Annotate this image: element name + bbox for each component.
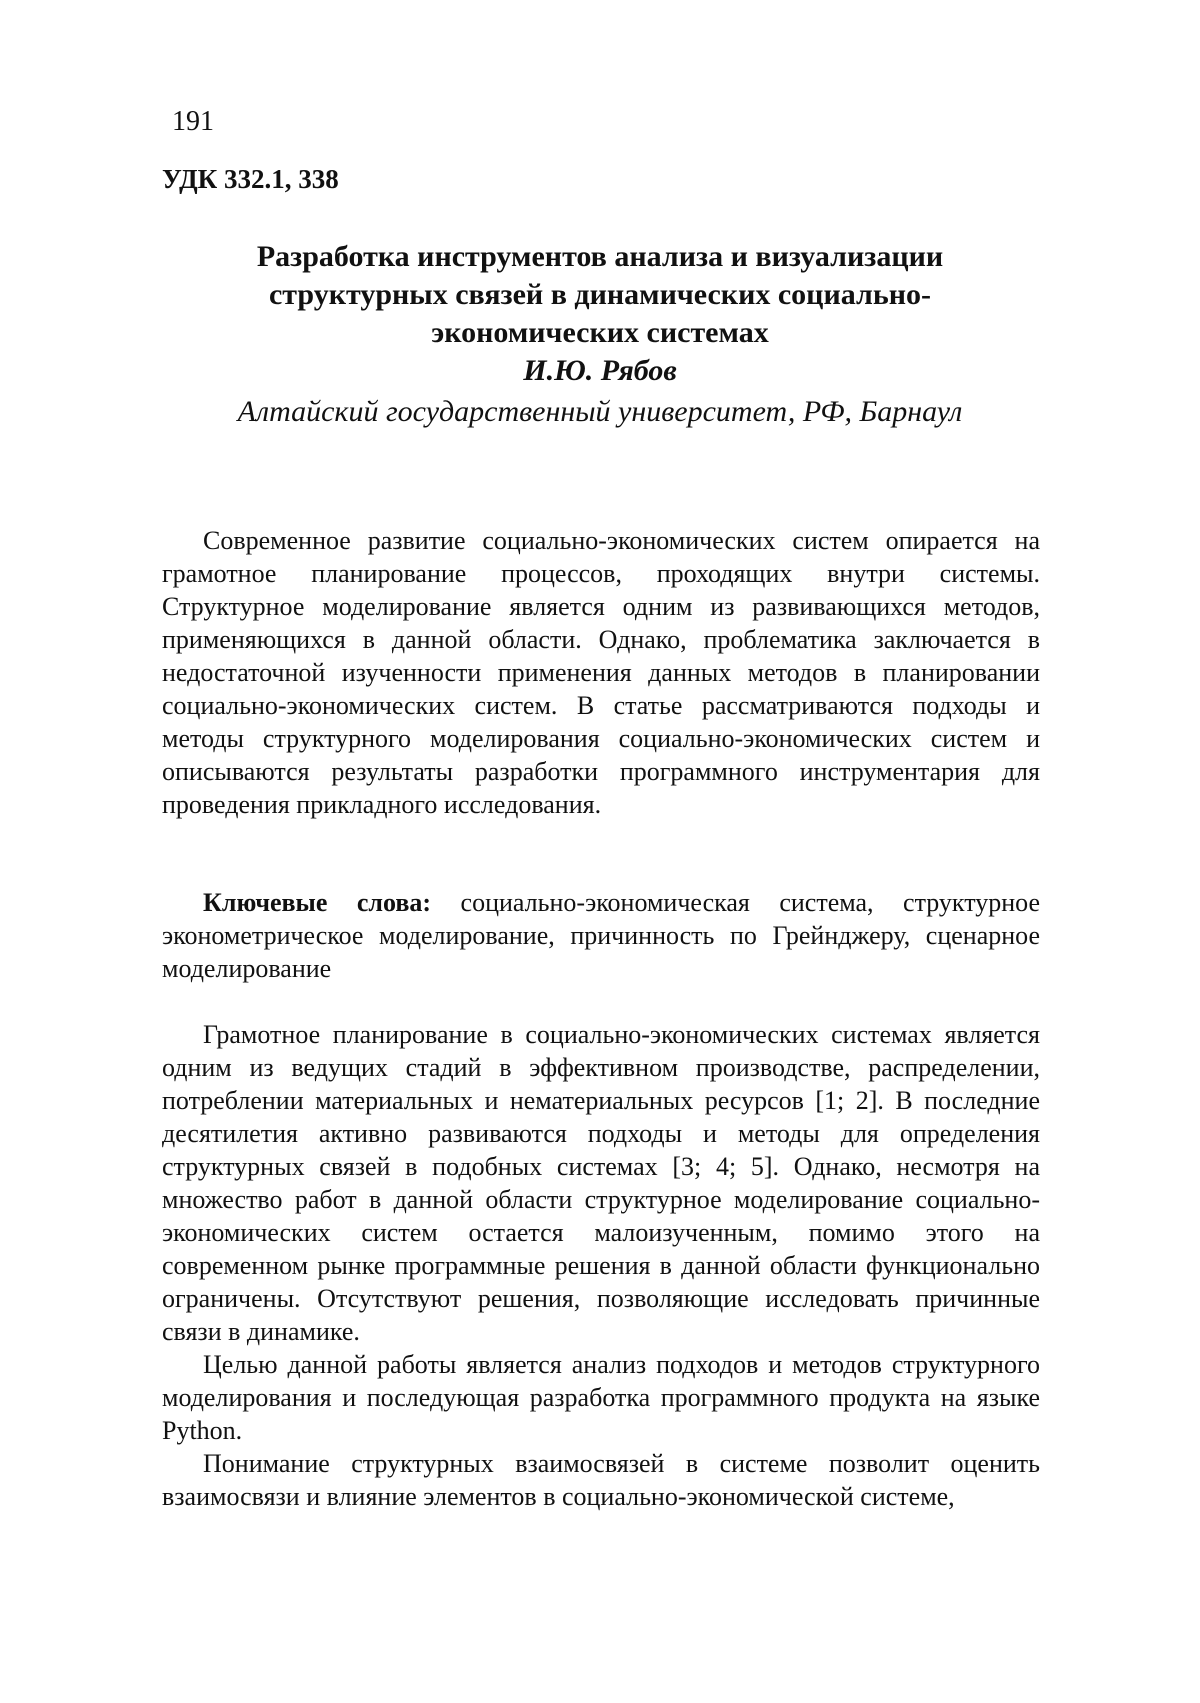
author-name: И.Ю. Рябов: [150, 352, 1050, 390]
author-affiliation: Алтайский государственный университет, РФ, Барнаул: [150, 392, 1050, 432]
paper-title-line: Разработка инструментов анализа и визуализации: [150, 238, 1050, 276]
keywords-label: Ключевые слова:: [203, 888, 431, 917]
main-text: [162, 1018, 1040, 1513]
keywords: [162, 886, 1040, 985]
abstract-paragraph: Современное развитие социально-экономических систем опирается на грамотное планирование процессов, проходящих внутри системы. Структурное моделирование является одним из развивающихся методов, применяющихся в данной области. Однако, проблематика заключается в недостаточной изученности применения данных методов в планировании социально-экономических систем. В статье рассматриваются подходы и методы структурного моделирования социально-экономических систем и описываются результаты разработки программного инструментария для проведения прикладного исследования.: [162, 524, 1040, 821]
body-paragraph: Понимание структурных взаимосвязей в системе позволит оценить взаимосвязи и влияние элементов в социально-экономической системе,: [162, 1447, 1040, 1513]
udk-code: УДК 332.1, 338: [162, 162, 339, 196]
paper-title-line: структурных связей в динамических социально-: [150, 276, 1050, 314]
page-number: 191: [172, 104, 214, 140]
title-block: [150, 238, 1050, 432]
abstract: [162, 524, 1040, 821]
keywords-text: социально-экономическая система, структурное эконометрическое моделирование, причинность по Грейнджеру, сценарное моделирование: [162, 888, 1040, 983]
keywords-paragraph: [162, 886, 1040, 985]
document-page: [0, 0, 1200, 1703]
body-paragraph: Грамотное планирование в социально-экономических системах является одним из ведущих стадий в эффективном производстве, распределении, потреблении материальных и нематериальных ресурсов [1; 2]. В последние десятилетия активно развиваются подходы и методы для определения структурных связей в подобных системах [3; 4; 5]. Однако, несмотря на множество работ в данной области структурное моделирование социально-экономических систем остается малоизученным, помимо этого на современном рынке программные решения в данной области функционально ограничены. Отсутствуют решения, позволяющие исследовать причинные связи в динамике.: [162, 1018, 1040, 1348]
body-paragraph: Целью данной работы является анализ подходов и методов структурного моделирования и последующая разработка программного продукта на языке Python.: [162, 1348, 1040, 1447]
paper-title-line: экономических системах: [150, 314, 1050, 352]
